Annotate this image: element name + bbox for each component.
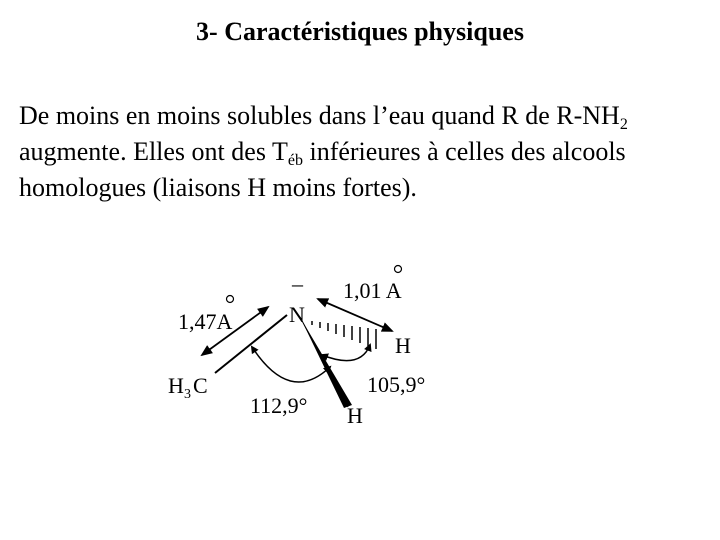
arc-angle-hnh [322,345,370,361]
methyl-label-c: C [193,373,208,398]
molecule-svg [150,255,450,435]
paragraph-text-3: inférieures à celles des alcools homologues (liaisons H moins fortes). [19,137,626,202]
subscript-eb: éb [287,152,303,169]
subscript-2: 2 [619,116,628,133]
angle-cnh-label: 112,9° [250,393,308,418]
paragraph-text-1: De moins en moins solubles dans l’eau quand R de R-NH [19,101,620,130]
methyl-label-sub: 3 [184,387,191,402]
hydrogen-right-label: H [395,333,411,358]
angstrom-ring-nc [227,296,234,303]
bond-n-h-right-hashed [312,321,376,349]
paragraph-text-2: augmente. Elles ont des T [19,137,288,166]
lone-pair-label: – [292,271,303,296]
methyl-label-h: H [168,373,184,398]
arrow-length-nh [318,299,392,331]
slide-title: 3- Caractéristiques physiques [196,17,524,46]
bond-length-nh-label: 1,01 A [343,278,402,303]
angle-hnh-label: 105,9° [367,372,426,397]
methylamine-diagram [150,255,450,435]
hydrogen-bottom-label: H [347,403,363,428]
bond-length-nc-label: 1,47A [178,309,233,334]
nitrogen-label: N [289,302,305,327]
angstrom-ring-nh [395,266,402,273]
body-paragraph [19,98,699,206]
